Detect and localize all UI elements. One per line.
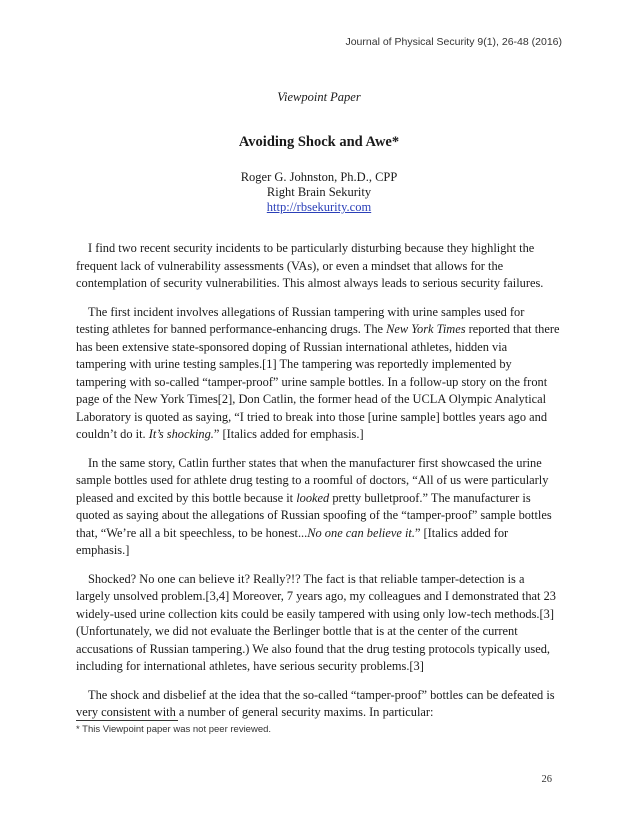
paragraph-3 bbox=[76, 455, 560, 560]
paragraph-3-no-one: No one can believe it. bbox=[307, 525, 415, 540]
journal-citation: Journal of Physical Security 9(1), 26-48 (2016) bbox=[345, 36, 562, 48]
paragraph-3-text-a: In the same story, Catlin further states that when the manufacturer first showcased the urine sample bottles used for athlete drug testing to a roomful of doctors, “All of us were particularly pleased and excited by this bottle because it bbox=[76, 455, 549, 505]
paragraph-2-text-a: The first incident involves allegations of Russian tampering with urine samples used for testing athletes for banned performance-enhancing drugs. The bbox=[76, 304, 525, 336]
paragraph-2-text-c: ” [Italics added for emphasis.] bbox=[213, 427, 364, 441]
paragraph-4: Shocked? No one can believe it? Really?!? The fact is that reliable tamper-detection is a largely unsolved problem.[3,4] Moreover, 7 years ago, my colleagues and I demonstrated that 23 widely-used urine collection kits could be easily tampered with using only low-tech methods.[3] (Unfortunately, we did not evaluate the Berlinger bottle that is at the center of the current accusations of Russian tampering.) We also found that the drug testing protocols typically used, including for international athletes, have serious security problems.[3] bbox=[76, 571, 556, 673]
page-number: 26 bbox=[541, 774, 552, 785]
paper-title: Avoiding Shock and Awe* bbox=[238, 134, 400, 150]
paragraph-3-text-c: ” [Italics added for emphasis.] bbox=[76, 525, 509, 557]
footnote-divider bbox=[76, 720, 178, 721]
paragraph-3-text-b: pretty bulletproof.” The manufacturer is quoted as saying about the allegations of Russian spoofing of the “tamper-proof” sample bottles that, “We’re all a bit speechless, to be honest... bbox=[76, 490, 552, 540]
paragraph-2-shocking: It’s shocking. bbox=[148, 427, 214, 441]
paragraph-2-text-b: reported that there has been extensive state-sponsored doping of Russian international athletes, hidden via tampering with urine testing samples.[1] The tampering was reportedly implemented by tampering with so-called “tamper-proof” urine sample bottles. In a follow-up story on the front page of the New York Times[2], Don Catlin, the former head of the UCLA Olympic Analytical Laboratory is quoted as saying, “I tried to break into those [urine sample] bottles years ago and couldn’t do it. bbox=[76, 322, 560, 441]
footnote: * This Viewpoint paper was not peer reviewed. bbox=[76, 724, 272, 735]
author-affiliation: Right Brain Sekurity bbox=[266, 185, 372, 199]
paragraph-5: The shock and disbelief at the idea that the so-called “tamper-proof” bottles can be defeated is very consistent with a number of general security maxims. In particular: bbox=[76, 687, 555, 719]
paragraph-3-looked: looked bbox=[296, 490, 330, 505]
author-name: Roger G. Johnston, Ph.D., CPP bbox=[240, 170, 398, 184]
paragraph-2-nyt: New York Times bbox=[386, 322, 466, 336]
author-block bbox=[0, 170, 638, 215]
paragraph-1: I find two recent security incidents to be particularly disturbing because they highlight the frequent lack of vulnerability assessments (VAs), or even a mindset that allows for the contemplation of security vulnerabilities. This almost always leads to serious security failures. bbox=[76, 241, 544, 290]
paper-type-label: Viewpoint Paper bbox=[277, 90, 361, 104]
body-text bbox=[76, 240, 560, 733]
paragraph-2 bbox=[76, 304, 560, 444]
author-url-link[interactable]: http://rbsekurity.com bbox=[266, 200, 372, 214]
